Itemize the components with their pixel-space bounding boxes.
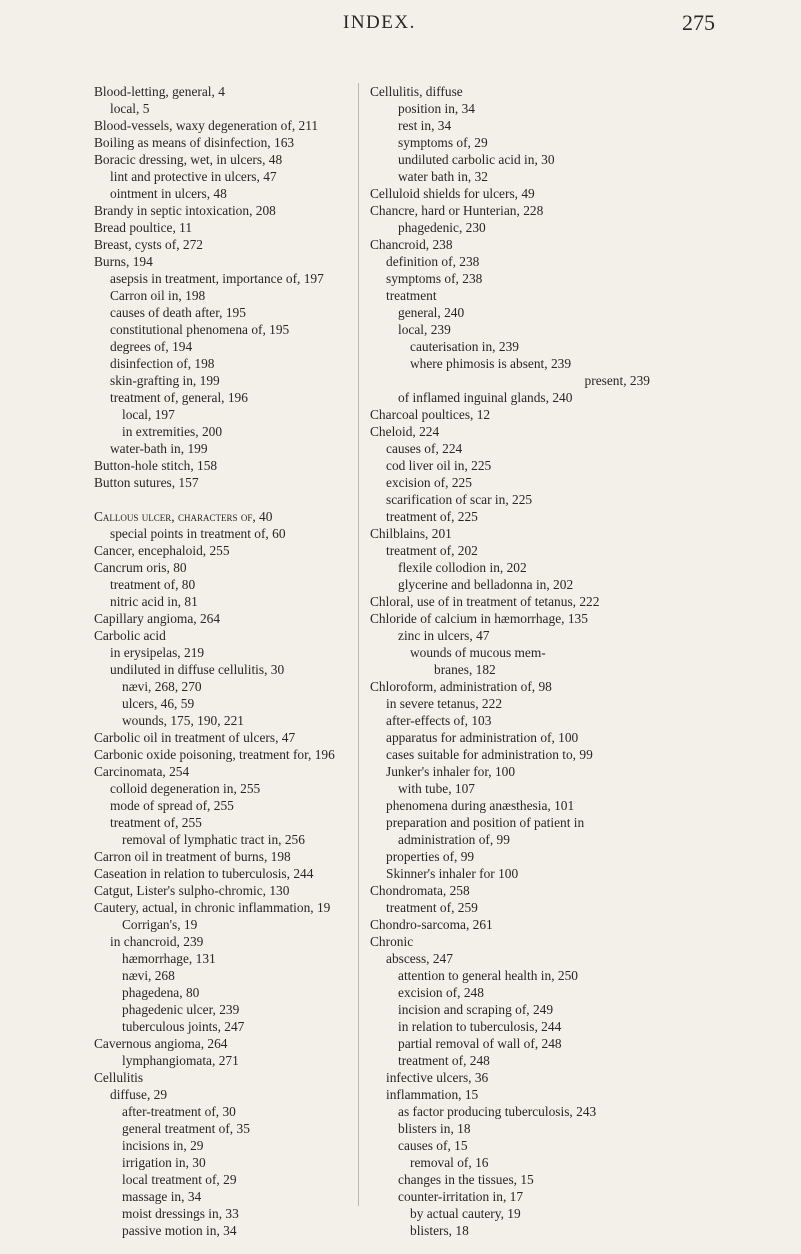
index-subentry: passive motion in, 34	[122, 1223, 237, 1238]
index-subentry: undiluted carbolic acid in, 30	[398, 152, 555, 167]
index-heading: Chondromata, 258	[370, 883, 470, 898]
index-subentry: diffuse, 29	[110, 1087, 168, 1102]
index-column-left	[94, 83, 350, 1239]
index-heading: Carbolic acid	[94, 628, 166, 643]
index-subentry: treatment of, 248	[398, 1053, 490, 1068]
index-subentry: cases suitable for administration to, 99	[386, 747, 593, 762]
index-subentry: present, 239	[584, 373, 650, 388]
index-heading: Catgut, Lister's sulpho-chromic, 130	[94, 883, 290, 898]
page-header	[0, 10, 801, 40]
index-subentry: administration of, 99	[398, 832, 510, 847]
index-subentry: water-bath in, 199	[110, 441, 208, 456]
index-subentry: degrees of, 194	[110, 339, 193, 354]
index-subentry: phagedenic ulcer, 239	[122, 1002, 240, 1017]
index-subentry: zinc in ulcers, 47	[398, 628, 490, 643]
index-heading: Cellulitis	[94, 1070, 144, 1085]
index-subentry: preparation and position of patient in	[386, 815, 585, 830]
index-heading: Cautery, actual, in chronic inflammation, 19	[94, 900, 331, 915]
index-subentry: constitutional phenomena of, 195	[110, 322, 290, 337]
index-subentry: massage in, 34	[122, 1189, 202, 1204]
index-subentry: treatment of, 202	[386, 543, 478, 558]
index-subentry: position in, 34	[398, 101, 476, 116]
index-subentry: by actual cautery, 19	[410, 1206, 521, 1221]
index-heading: Breast, cysts of, 272	[94, 237, 203, 252]
index-heading: Cellulitis, diffuse	[370, 84, 463, 99]
index-heading: Boracic dressing, wet, in ulcers, 48	[94, 152, 283, 167]
index-subentry: hæmorrhage, 131	[122, 951, 216, 966]
index-subentry: Junker's inhaler for, 100	[386, 764, 516, 779]
index-subentry: apparatus for administration of, 100	[386, 730, 579, 745]
index-subentry: wounds, 175, 190, 221	[122, 713, 245, 728]
index-subentry: symptoms of, 29	[398, 135, 488, 150]
page-number: 275	[682, 10, 715, 35]
index-subentry: after-treatment of, 30	[122, 1104, 236, 1119]
index-subentry: excision of, 225	[386, 475, 472, 490]
index-heading: Bread poultice, 11	[94, 220, 193, 235]
index-subentry: Carron oil in, 198	[110, 288, 206, 303]
index-subentry: local treatment of, 29	[122, 1172, 237, 1187]
index-subentry: treatment	[386, 288, 437, 303]
index-subentry: cauterisation in, 239	[410, 339, 519, 354]
index-heading: Cavernous angioma, 264	[94, 1036, 228, 1051]
index-subentry: removal of, 16	[410, 1155, 489, 1170]
index-subentry: properties of, 99	[386, 849, 475, 864]
index-heading: Blood-letting, general, 4	[94, 84, 225, 99]
index-subentry: local, 5	[110, 101, 150, 116]
index-subentry: where phimosis is absent, 239	[410, 356, 572, 371]
section-gap	[94, 491, 350, 508]
index-subentry: causes of, 15	[398, 1138, 468, 1153]
index-heading: Boiling as means of disinfection, 163	[94, 135, 295, 150]
index-subentry: disinfection of, 198	[110, 356, 215, 371]
index-subentry: irrigation in, 30	[122, 1155, 206, 1170]
index-subentry: asepsis in treatment, importance of, 197	[110, 271, 324, 286]
index-subentry: lymphangiomata, 271	[122, 1053, 239, 1068]
index-heading: Cancer, encephaloid, 255	[94, 543, 230, 558]
index-heading: Burns, 194	[94, 254, 153, 269]
index-subentry: treatment of, 80	[110, 577, 196, 592]
index-subentry: treatment of, 255	[110, 815, 202, 830]
index-subentry: treatment of, 225	[386, 509, 478, 524]
index-subentry: removal of lymphatic tract in, 256	[122, 832, 305, 847]
index-heading: Chloroform, administration of, 98	[370, 679, 552, 694]
index-subentry: of inflamed inguinal glands, 240	[398, 390, 573, 405]
index-subentry: in chancroid, 239	[110, 934, 204, 949]
index-subentry: lint and protective in ulcers, 47	[110, 169, 277, 184]
index-subentry: symptoms of, 238	[386, 271, 483, 286]
index-subentry: in relation to tuberculosis, 244	[398, 1019, 562, 1034]
index-subentry: skin-grafting in, 199	[110, 373, 220, 388]
index-subentry: Skinner's inhaler for 100	[386, 866, 519, 881]
index-heading: Button sutures, 157	[94, 475, 199, 490]
index-subentry: special points in treatment of, 60	[110, 526, 286, 541]
index-subentry: nitric acid in, 81	[110, 594, 198, 609]
index-subentry: mode of spread of, 255	[110, 798, 234, 813]
index-heading: Chancroid, 238	[370, 237, 453, 252]
index-subentry: local, 197	[122, 407, 175, 422]
index-heading: Capillary angioma, 264	[94, 611, 221, 626]
index-subentry: cod liver oil in, 225	[386, 458, 492, 473]
index-subentry: as factor producing tuberculosis, 243	[398, 1104, 597, 1119]
index-subentry: with tube, 107	[398, 781, 475, 796]
index-subentry: local, 239	[398, 322, 451, 337]
index-column-right	[370, 83, 650, 1239]
index-heading: Celluloid shields for ulcers, 49	[370, 186, 535, 201]
index-heading: Carron oil in treatment of burns, 198	[94, 849, 291, 864]
index-subentry: excision of, 248	[398, 985, 484, 1000]
index-subentry: nævi, 268	[122, 968, 175, 983]
index-heading: Blood-vessels, waxy degeneration of, 211	[94, 118, 319, 133]
index-subentry: partial removal of wall of, 248	[398, 1036, 562, 1051]
index-subentry: infective ulcers, 36	[386, 1070, 489, 1085]
index-subentry: branes, 182	[434, 662, 496, 677]
index-subentry: tuberculous joints, 247	[122, 1019, 245, 1034]
index-subentry: ointment in ulcers, 48	[110, 186, 227, 201]
index-heading: Cheloid, 224	[370, 424, 440, 439]
index-heading: Button-hole stitch, 158	[94, 458, 218, 473]
index-subentry: blisters in, 18	[398, 1121, 471, 1136]
index-subentry: nævi, 268, 270	[122, 679, 202, 694]
index-heading: Chronic	[370, 934, 414, 949]
column-divider	[358, 83, 359, 1206]
index-subentry: wounds of mucous mem-	[410, 645, 546, 660]
index-subentry: phenomena during anæsthesia, 101	[386, 798, 575, 813]
index-subentry: rest in, 34	[398, 118, 452, 133]
index-subentry: undiluted in diffuse cellulitis, 30	[110, 662, 285, 677]
index-subentry: after-effects of, 103	[386, 713, 492, 728]
index-heading: Brandy in septic intoxication, 208	[94, 203, 276, 218]
index-subentry: inflammation, 15	[386, 1087, 479, 1102]
index-subentry: water bath in, 32	[398, 169, 488, 184]
index-subentry: definition of, 238	[386, 254, 480, 269]
index-subentry: abscess, 247	[386, 951, 453, 966]
index-heading: Carbonic oxide poisoning, treatment for, 196	[94, 747, 335, 762]
index-heading: Chilblains, 201	[370, 526, 452, 541]
index-subentry: ulcers, 46, 59	[122, 696, 195, 711]
index-subentry: causes of death after, 195	[110, 305, 246, 320]
index-heading: Cancrum oris, 80	[94, 560, 187, 575]
index-subentry: treatment of, 259	[386, 900, 478, 915]
index-heading: Chancre, hard or Hunterian, 228	[370, 203, 544, 218]
index-heading: Chloral, use of in treatment of tetanus, 222	[370, 594, 600, 609]
index-subentry: attention to general health in, 250	[398, 968, 578, 983]
index-subentry: Corrigan's, 19	[122, 917, 198, 932]
index-heading: Charcoal poultices, 12	[370, 407, 491, 422]
index-subentry: causes of, 224	[386, 441, 463, 456]
index-heading: Carcinomata, 254	[94, 764, 190, 779]
index-subentry: incision and scraping of, 249	[398, 1002, 554, 1017]
index-subentry: glycerine and belladonna in, 202	[398, 577, 574, 592]
index-subentry: treatment of, general, 196	[110, 390, 248, 405]
index-subentry: flexile collodion in, 202	[398, 560, 527, 575]
index-heading: Caseation in relation to tuberculosis, 244	[94, 866, 314, 881]
index-subentry: scarification of scar in, 225	[386, 492, 533, 507]
index-subentry: changes in the tissues, 15	[398, 1172, 534, 1187]
index-subentry: general treatment of, 35	[122, 1121, 250, 1136]
index-subentry: phagedenic, 230	[398, 220, 486, 235]
index-subentry: colloid degeneration in, 255	[110, 781, 261, 796]
index-subentry: counter-irritation in, 17	[398, 1189, 524, 1204]
index-subentry: phagedena, 80	[122, 985, 200, 1000]
index-subentry: in extremities, 200	[122, 424, 223, 439]
index-subentry: moist dressings in, 33	[122, 1206, 239, 1221]
index-subentry: incisions in, 29	[122, 1138, 204, 1153]
index-subentry: in severe tetanus, 222	[386, 696, 503, 711]
index-heading: Callous ulcer, characters of, 40	[94, 509, 273, 524]
index-subentry: blisters, 18	[410, 1223, 469, 1238]
running-title: INDEX.	[343, 12, 416, 33]
index-subentry: general, 240	[398, 305, 465, 320]
index-heading: Chondro-sarcoma, 261	[370, 917, 493, 932]
index-heading: Carbolic oil in treatment of ulcers, 47	[94, 730, 296, 745]
index-heading: Chloride of calcium in hæmorrhage, 135	[370, 611, 588, 626]
index-subentry: in erysipelas, 219	[110, 645, 205, 660]
